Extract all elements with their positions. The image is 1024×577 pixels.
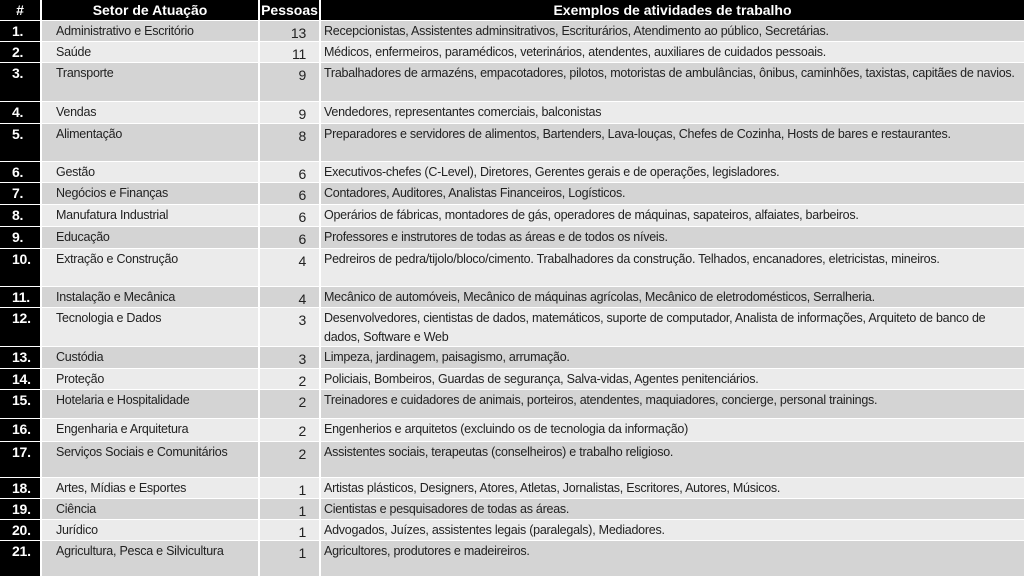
table-row: [0, 124, 1024, 162]
pessoas-cell: 9: [260, 102, 321, 123]
header-setor: Setor de Atuação: [42, 0, 260, 20]
exemplos-cell: Advogados, Juízes, assistentes legais (paralegals), Mediadores.: [321, 520, 1024, 540]
exemplos-cell: Médicos, enfermeiros, paramédicos, veterinários, atendentes, auxiliares de cuidados pessoais.: [321, 42, 1024, 62]
pessoas-cell: 2: [260, 419, 321, 441]
table-row: [0, 63, 1024, 102]
row-number: 5.: [0, 124, 42, 161]
exemplos-cell: Operários de fábricas, montadores de gás, operadores de máquinas, sapateiros, alfaiates, barbeiros.: [321, 205, 1024, 226]
setor-cell: Jurídico: [42, 520, 260, 540]
row-number: 6.: [0, 162, 42, 182]
row-number: 11.: [0, 287, 42, 307]
exemplos-cell: Vendedores, representantes comerciais, balconistas: [321, 102, 1024, 123]
row-number: 3.: [0, 63, 42, 101]
pessoas-cell: 1: [260, 478, 321, 498]
exemplos-cell: Treinadores e cuidadores de animais, porteiros, atendentes, maquiadores, concierge, personal trainings.: [321, 390, 1024, 418]
row-number: 16.: [0, 419, 42, 441]
pessoas-cell: 8: [260, 124, 321, 161]
exemplos-cell: Executivos-chefes (C-Level), Diretores, Gerentes gerais e de operações, legisladores.: [321, 162, 1024, 182]
exemplos-cell: Assistentes sociais, terapeutas (conselheiros) e trabalho religioso.: [321, 442, 1024, 477]
pessoas-cell: 2: [260, 390, 321, 418]
exemplos-cell: Policiais, Bombeiros, Guardas de segurança, Salva-vidas, Agentes penitenciários.: [321, 369, 1024, 389]
setor-cell: Alimentação: [42, 124, 260, 161]
table-row: [0, 249, 1024, 287]
header-number: #: [0, 0, 42, 20]
setor-cell: Tecnologia e Dados: [42, 308, 260, 346]
setor-cell: Manufatura Industrial: [42, 205, 260, 226]
row-number: 20.: [0, 520, 42, 540]
setor-cell: Administrativo e Escritório: [42, 21, 260, 41]
table-row: [0, 21, 1024, 42]
table-row: [0, 183, 1024, 205]
table-row: [0, 42, 1024, 63]
pessoas-cell: 4: [260, 249, 321, 286]
table-row: [0, 308, 1024, 347]
exemplos-cell: Mecânico de automóveis, Mecânico de máquinas agrícolas, Mecânico de eletrodomésticos, Serralheria.: [321, 287, 1024, 307]
row-number: 21.: [0, 541, 42, 576]
pessoas-cell: 1: [260, 541, 321, 576]
exemplos-cell: Artistas plásticos, Designers, Atores, Atletas, Jornalistas, Escritores, Autores, Músicos.: [321, 478, 1024, 498]
table-row: [0, 205, 1024, 227]
row-number: 9.: [0, 227, 42, 248]
table-row: [0, 347, 1024, 369]
table-row: [0, 520, 1024, 541]
setor-cell: Negócios e Finanças: [42, 183, 260, 204]
pessoas-cell: 2: [260, 369, 321, 389]
pessoas-cell: 3: [260, 347, 321, 368]
setor-cell: Serviços Sociais e Comunitários: [42, 442, 260, 477]
table-row: [0, 162, 1024, 183]
setor-cell: Saúde: [42, 42, 260, 62]
pessoas-cell: 3: [260, 308, 321, 346]
setor-cell: Transporte: [42, 63, 260, 101]
pessoas-cell: 6: [260, 227, 321, 248]
exemplos-cell: Cientistas e pesquisadores de todas as áreas.: [321, 499, 1024, 519]
setor-cell: Agricultura, Pesca e Silvicultura: [42, 541, 260, 576]
row-number: 4.: [0, 102, 42, 123]
setor-cell: Ciência: [42, 499, 260, 519]
pessoas-cell: 6: [260, 183, 321, 204]
table-row: [0, 541, 1024, 577]
setor-cell: Extração e Construção: [42, 249, 260, 286]
setor-cell: Engenharia e Arquitetura: [42, 419, 260, 441]
setor-cell: Proteção: [42, 369, 260, 389]
exemplos-cell: Agricultores, produtores e madeireiros.: [321, 541, 1024, 576]
pessoas-cell: 2: [260, 442, 321, 477]
setor-cell: Hotelaria e Hospitalidade: [42, 390, 260, 418]
row-number: 14.: [0, 369, 42, 389]
row-number: 8.: [0, 205, 42, 226]
exemplos-cell: Desenvolvedores, cientistas de dados, matemáticos, suporte de computador, Analista de informações, Arquiteto de banco de dados, Software e Web: [321, 308, 1024, 346]
row-number: 1.: [0, 21, 42, 41]
setor-cell: Instalação e Mecânica: [42, 287, 260, 307]
exemplos-cell: Preparadores e servidores de alimentos, Bartenders, Lava-louças, Chefes de Cozinha, Hosts de bares e restaurantes.: [321, 124, 1024, 161]
table-row: [0, 227, 1024, 249]
setor-cell: Gestão: [42, 162, 260, 182]
pessoas-cell: 6: [260, 162, 321, 182]
table-header: [0, 0, 1024, 21]
pessoas-cell: 6: [260, 205, 321, 226]
pessoas-cell: 1: [260, 520, 321, 540]
table-row: [0, 442, 1024, 478]
pessoas-cell: 1: [260, 499, 321, 519]
row-number: 19.: [0, 499, 42, 519]
exemplos-cell: Trabalhadores de armazéns, empacotadores, pilotos, motoristas de ambulâncias, ônibus, caminhões, taxistas, capitães de navios.: [321, 63, 1024, 101]
table-row: [0, 390, 1024, 419]
table-row: [0, 369, 1024, 390]
exemplos-cell: Professores e instrutores de todas as áreas e de todos os níveis.: [321, 227, 1024, 248]
pessoas-cell: 4: [260, 287, 321, 307]
row-number: 10.: [0, 249, 42, 286]
header-exemplos: Exemplos de atividades de trabalho: [321, 0, 1024, 20]
row-number: 17.: [0, 442, 42, 477]
table-row: [0, 499, 1024, 520]
exemplos-cell: Engenherios e arquitetos (excluindo os de tecnologia da informação): [321, 419, 1024, 441]
row-number: 15.: [0, 390, 42, 418]
setor-cell: Artes, Mídias e Esportes: [42, 478, 260, 498]
pessoas-cell: 13: [260, 21, 321, 41]
row-number: 18.: [0, 478, 42, 498]
table-row: [0, 287, 1024, 308]
setor-cell: Vendas: [42, 102, 260, 123]
pessoas-cell: 9: [260, 63, 321, 101]
row-number: 7.: [0, 183, 42, 204]
header-pessoas: Pessoas: [260, 0, 321, 20]
setor-cell: Custódia: [42, 347, 260, 368]
pessoas-cell: 11: [260, 42, 321, 62]
setor-cell: Educação: [42, 227, 260, 248]
table-row: [0, 102, 1024, 124]
table-row: [0, 478, 1024, 499]
row-number: 2.: [0, 42, 42, 62]
exemplos-cell: Recepcionistas, Assistentes adminsitrativos, Escriturários, Atendimento ao público, Secretárias.: [321, 21, 1024, 41]
exemplos-cell: Contadores, Auditores, Analistas Financeiros, Logísticos.: [321, 183, 1024, 204]
table-row: [0, 419, 1024, 442]
row-number: 13.: [0, 347, 42, 368]
exemplos-cell: Pedreiros de pedra/tijolo/bloco/cimento. Trabalhadores da construção. Telhados, encanadores, eletricistas, mineiros.: [321, 249, 1024, 286]
row-number: 12.: [0, 308, 42, 346]
exemplos-cell: Limpeza, jardinagem, paisagismo, arrumação.: [321, 347, 1024, 368]
